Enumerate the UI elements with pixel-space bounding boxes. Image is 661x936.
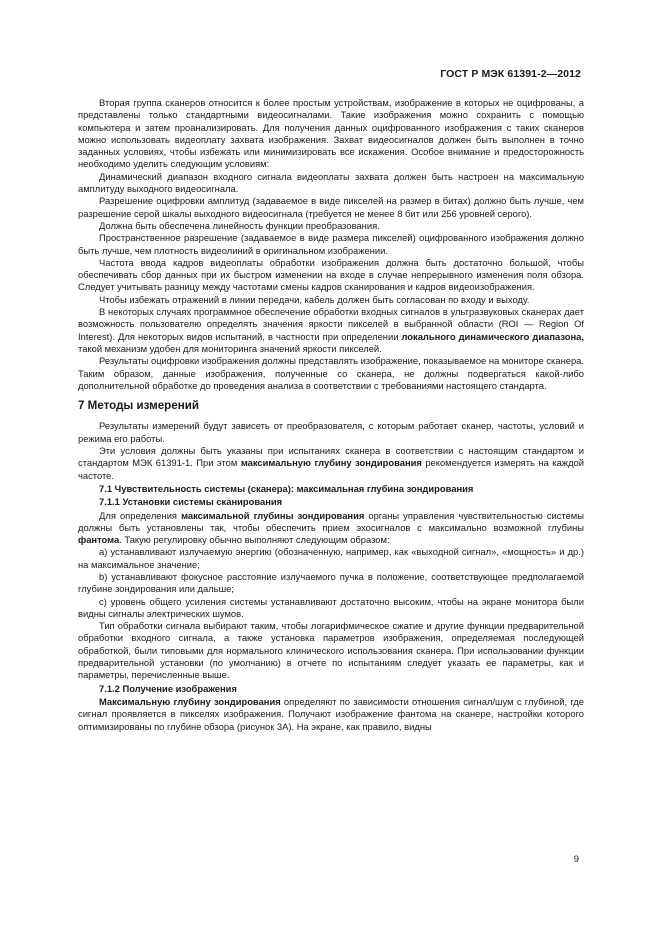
text-run: рекомендуется измерять на каждой частоте. xyxy=(78,457,584,481)
list-item: а) устанавливают излучаемую энергию (обозначенную, например, как «выходной сигнал», «мощность» и др.) на максимальное значение; xyxy=(78,546,584,570)
paragraph: Частота ввода кадров видеоплаты обработки изображения должна быть достаточно большой, чтобы обеспечивать сбор данных при их быстром изменении на входе в случае непрерывного изменения поля обзора. Следует учитывать разницу между частотами смены кадров сканирования и кадров видеоизображения. xyxy=(78,256,584,293)
paragraph: Динамический диапазон входного сигнала видеоплаты захвата должен быть настроен на максимальную амплитуду выходного видеосигнала. xyxy=(78,170,584,195)
paragraph xyxy=(78,306,584,355)
paragraph: Пространственное разрешение (задаваемое в виде размера пикселей) оцифрованного изображения должно быть лучше, чем плотность видеолиний в оригинальном изображении. xyxy=(78,232,584,256)
paragraph: Разрешение оцифровки амплитуд (задаваемое в виде пикселей на размер в битах) должно быть лучше, чем разрешение серой шкалы выходного видеосигнала (требуется не менее 8 бит или 256 уровней серого). xyxy=(78,195,584,219)
text-run: такой механизм удобен для мониторинга значений яркости пикселей. xyxy=(78,342,382,354)
subsubsection-heading: 7.1.2 Получение изображения xyxy=(99,682,237,694)
text-run: . Такую регулировку обычно выполняют следующим образом: xyxy=(119,534,390,546)
paragraph xyxy=(78,445,584,482)
subsection-heading: 7.1 Чувствительность системы (сканера): максимальная глубина зондирования xyxy=(99,482,474,494)
subsubsection-heading: 7.1.1 Установки системы сканирования xyxy=(99,496,283,508)
text-run: В некоторых случаях программное обеспечение обработки входных сигналов в ультразвуковых сканерах дает возможность пользователю определять значения яркости пикселей в выбранной области (ROI — Region Of Interest). Для некоторых видов испытаний, в частности при определении xyxy=(78,306,585,342)
document-header: ГОСТ Р МЭК 61391-2—2012 xyxy=(440,68,581,80)
list-item: c) уровень общего усиления системы устанавливают достаточно высоким, чтобы на экране монитора были видны сигналы электрических шумов. xyxy=(78,595,584,619)
paragraph: Результаты оцифровки изображения должны представлять изображение, показываемое на мониторе сканера. Таким образом, данные изображения, полученные со сканера, не должны подвергаться какой-либо дополнительной обработке до проведения анализа в соответствии с требованиями настоящего стандарта. xyxy=(78,355,585,391)
paragraph: Вторая группа сканеров относится к более простым устройствам, изображение в которых не оцифрованы, а представлены только стандартными видеосигналами. Такие изображения можно сохранить с помощью компьютера и затем проанализировать. Для получения данных оцифрованного изображения с таких сканеров можно использовать видеоплату захвата изображения. Захват видеосигналов должен быть выполнен в точно заданных условиях, чтобы избежать или минимизировать все искажения. Особое внимание и предосторожность необходимо уделить следующим условиям: xyxy=(78,97,584,170)
list-item: b) устанавливают фокусное расстояние излучаемого пучка в положение, соответствующее предполагаемой глубине зондирования или дальше; xyxy=(78,570,584,595)
paragraph: Должна быть обеспечена линейность функции преобразования. xyxy=(99,219,380,231)
bold-term: Максимальную глубину зондирования xyxy=(99,695,281,707)
document-body xyxy=(78,97,584,733)
paragraph: Результаты измерений будут зависеть от преобразователя, с которым работает сканер, частоты, условий и режима его работы. xyxy=(78,420,584,444)
text-run: Эти условия должны быть указаны при испытаниях сканера в соответствии с настоящим стандартом и стандартом МЭК 61391-1. При этом xyxy=(78,445,584,469)
bold-term: максимальную глубину зондирования xyxy=(240,457,422,469)
paragraph xyxy=(78,510,584,547)
paragraph: Чтобы избежать отражений в линии передачи, кабель должен быть согласован по входу и выходу. xyxy=(99,293,530,305)
page-number: 9 xyxy=(573,853,579,864)
paragraph: Тип обработки сигнала выбирают таким, чтобы логарифмическое сжатие и другие функции предварительной обработки входного сигнала, а также установка параметров изображения, определяемая последующей обработкой, были типовыми для нормального клинического использования сканера. При использовании функции предварительной установки (по умолчанию) в отчете по испытаниям следует указать ее параметры, как и параметры, перечисленные выше. xyxy=(78,620,584,681)
text-run: Для определения xyxy=(99,509,182,521)
bold-term: локального динамического диапазона, xyxy=(401,330,584,342)
bold-term: максимальной глубины зондирования xyxy=(181,509,365,521)
text-run: определяют по зависимости отношения сигнал/шум с глубиной, где сигнал проявляется в пикселях изображения. Получают изображение фантома на сканере, настройки которого оптимизированы по глубине обзора (рисунок 3А). На экране, как правило, видны xyxy=(78,695,584,732)
text-run: органы управления чувствительностью системы должны быть установлены так, чтобы обеспечить прием эхосигналов с максимально возможной глубины xyxy=(78,509,584,533)
paragraph xyxy=(78,696,584,733)
bold-term: фантома xyxy=(78,534,120,546)
section-heading: 7 Методы измерений xyxy=(78,399,199,413)
